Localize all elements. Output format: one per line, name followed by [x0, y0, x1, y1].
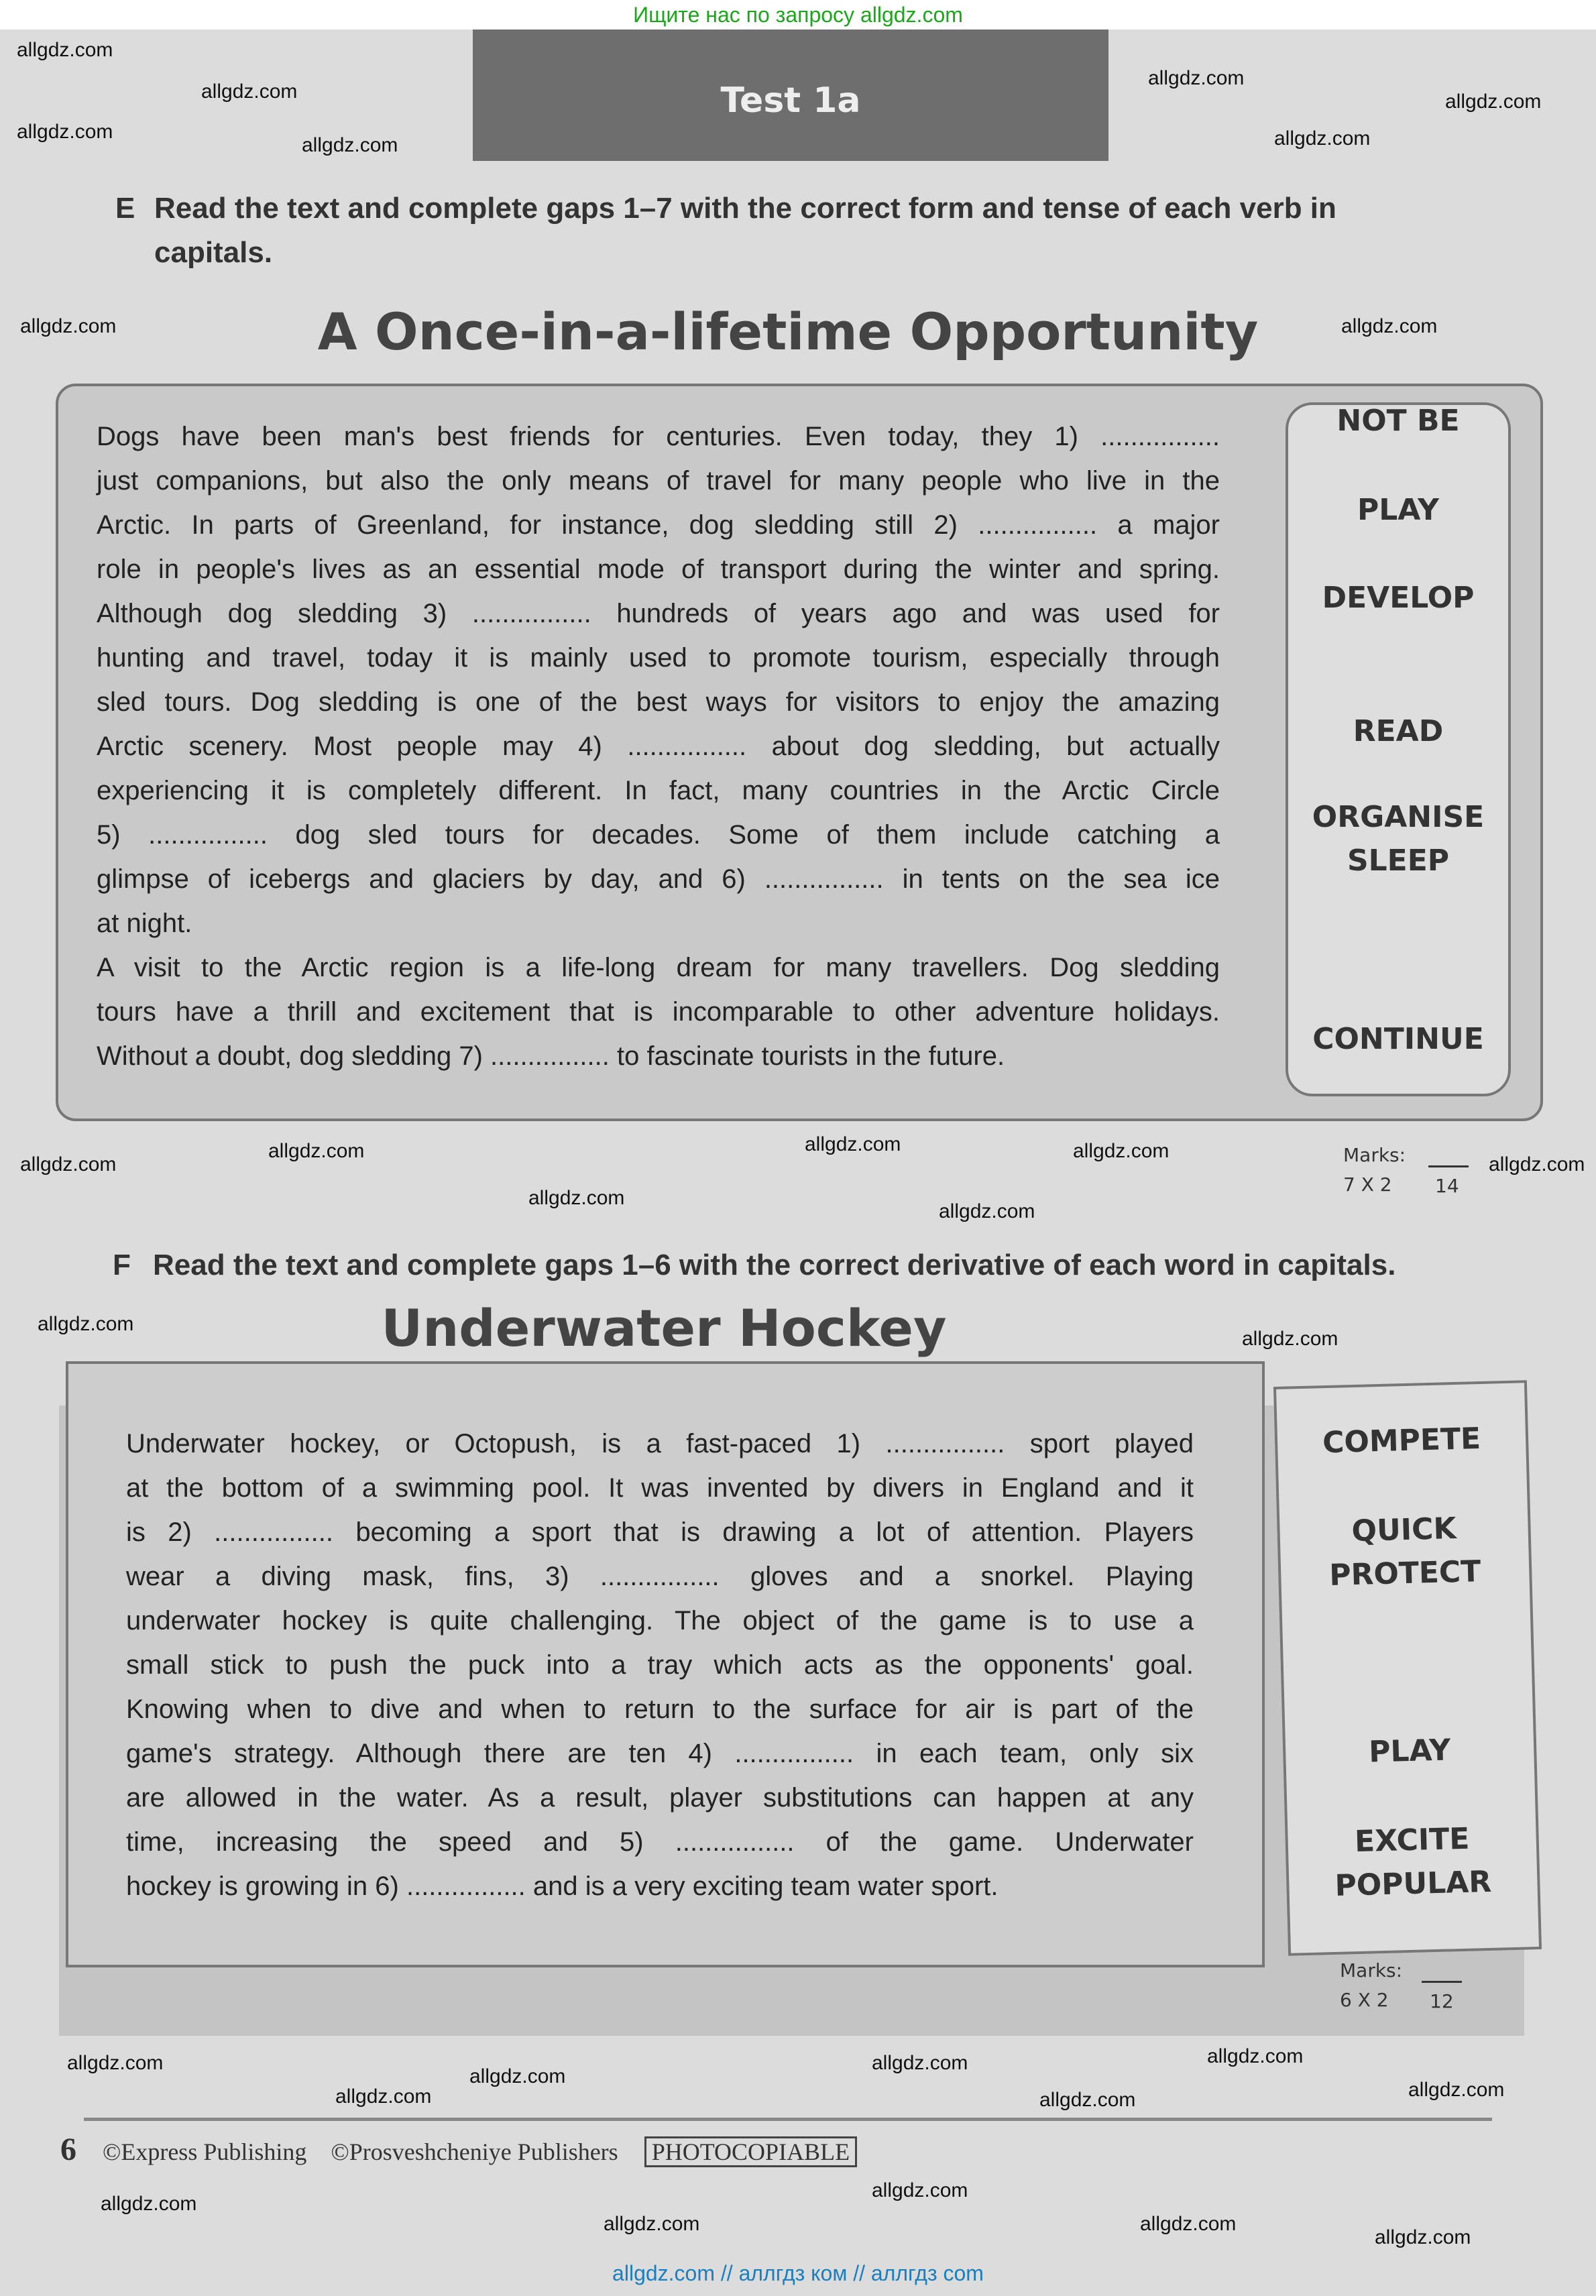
- marks-divider: [1428, 1165, 1469, 1167]
- watermark: allgdz.com: [1408, 2079, 1505, 2101]
- word-in-capitals: POPULAR: [1334, 1864, 1492, 1903]
- text-line: game's strategy. Although there are ten 4) ................ in each team, only six: [126, 1739, 1194, 1768]
- exercise-e-letter: E: [115, 192, 135, 225]
- word-in-capitals: COMPETE: [1322, 1422, 1481, 1460]
- watermark: allgdz.com: [1274, 127, 1371, 150]
- text-line: Arctic. In parts of Greenland, for instance, dog sledding still 2) ................ a major: [97, 510, 1220, 540]
- marks-label: Marks:: [1343, 1144, 1406, 1166]
- watermark: allgdz.com: [335, 2085, 432, 2108]
- word-in-capitals: DEVELOP: [1322, 581, 1475, 615]
- watermark: allgdz.com: [1148, 67, 1245, 89]
- watermark: allgdz.com: [268, 1140, 365, 1162]
- marks-label: Marks:: [1340, 1959, 1403, 1982]
- text-line: at the bottom of a swimming pool. It was invented by divers in England and it: [126, 1473, 1194, 1503]
- watermark: allgdz.com: [17, 121, 113, 143]
- footer: [60, 2131, 857, 2168]
- watermark: allgdz.com: [1445, 91, 1542, 113]
- text-line: time, increasing the speed and 5) ................ of the game. Underwater: [126, 1827, 1194, 1857]
- watermark: allgdz.com: [469, 2065, 566, 2087]
- word-in-capitals: NOT BE: [1336, 404, 1460, 438]
- text-line: A visit to the Arctic region is a life-long dream for many travellers. Dog sledding: [97, 953, 1220, 982]
- test-banner: [473, 30, 1108, 161]
- marks-formula: 6 X 2: [1340, 1989, 1389, 2011]
- watermark: allgdz.com: [201, 80, 298, 103]
- watermark: allgdz.com: [604, 2213, 700, 2235]
- marks-formula: 7 X 2: [1343, 1173, 1392, 1196]
- text-line: role in people's lives as an essential mode of transport during the winter and spring.: [97, 555, 1220, 584]
- text-line: Without a doubt, dog sledding 7) ................ to fascinate tourists in the future.: [97, 1041, 1005, 1071]
- page-number: 6: [60, 2132, 76, 2167]
- exercise-e-marks: [1331, 1140, 1479, 1207]
- watermark: allgdz.com: [1140, 2213, 1237, 2235]
- word-in-capitals: ORGANISE: [1312, 800, 1485, 834]
- text-line: just companions, but also the only means of travel for many people who live in the: [97, 466, 1220, 496]
- word-in-capitals: QUICK: [1351, 1511, 1457, 1549]
- word-in-capitals: PROTECT: [1328, 1554, 1481, 1593]
- footer-divider: [84, 2118, 1492, 2121]
- text-line: Knowing when to dive and when to return to the surface for air is part of the: [126, 1695, 1194, 1724]
- exercise-f-marks: [1328, 1955, 1475, 2022]
- text-line: at night.: [97, 909, 192, 938]
- text-line: hunting and travel, today it is mainly used to promote tourism, especially through: [97, 643, 1220, 673]
- watermark: allgdz.com: [67, 2052, 164, 2074]
- watermark: allgdz.com: [101, 2193, 197, 2215]
- bottom-note: allgdz.com // аллгдз ком // аллгдз com: [612, 2261, 984, 2285]
- watermark: allgdz.com: [939, 1200, 1035, 1222]
- text-line: tours have a thrill and excitement that is incomparable to other adventure holidays.: [97, 997, 1220, 1027]
- photocopiable-label: PHOTOCOPIABLE: [644, 2136, 857, 2167]
- text-line: sled tours. Dog sledding is one of the best ways for visitors to enjoy the amazing: [97, 687, 1220, 717]
- exercise-f-title: Underwater Hockey: [381, 1298, 947, 1358]
- publisher-2: ©Prosveshcheniye Publishers: [331, 2138, 618, 2165]
- watermark: allgdz.com: [302, 134, 398, 156]
- text-line: 5) ................ dog sled tours for decades. Some of them include catching a: [97, 820, 1220, 850]
- watermark: allgdz.com: [38, 1313, 134, 1335]
- watermark: allgdz.com: [528, 1187, 625, 1209]
- watermark: allgdz.com: [872, 2179, 968, 2201]
- text-line: small stick to push the puck into a tray which acts as the opponents' goal.: [126, 1650, 1194, 1680]
- test-title: Test 1a: [720, 80, 861, 121]
- word-in-capitals: PLAY: [1357, 493, 1439, 527]
- text-line: Underwater hockey, or Octopush, is a fast-paced 1) ................ sport played: [126, 1429, 1194, 1458]
- text-line: is 2) ................ becoming a sport that is drawing a lot of attention. Players: [126, 1517, 1194, 1547]
- marks-total: 14: [1435, 1175, 1459, 1197]
- watermark: allgdz.com: [805, 1133, 901, 1155]
- watermark: allgdz.com: [1039, 2089, 1136, 2111]
- exercise-e-title: A Once-in-a-lifetime Opportunity: [317, 302, 1259, 361]
- exercise-f-letter: F: [113, 1249, 131, 1281]
- publisher-1: ©Express Publishing: [103, 2138, 307, 2165]
- watermark: allgdz.com: [20, 1153, 117, 1175]
- watermark: allgdz.com: [20, 315, 117, 337]
- exercise-f-instruction: Read the text and complete gaps 1–6 with the correct derivative of each word in capitals.: [153, 1249, 1396, 1281]
- text-line: Dogs have been man's best friends for centuries. Even today, they 1) ................: [97, 422, 1220, 451]
- top-note: Ищите нас по запросу allgdz.com: [633, 3, 963, 27]
- exercise-f-word-box: [1273, 1380, 1542, 1956]
- text-line: Although dog sledding 3) ................ hundreds of years ago and was used for: [97, 599, 1220, 628]
- watermark: allgdz.com: [1375, 2226, 1471, 2248]
- watermark: allgdz.com: [1341, 315, 1438, 337]
- watermark: allgdz.com: [1489, 1153, 1585, 1175]
- text-line: Arctic scenery. Most people may 4) ................ about dog sledding, but actually: [97, 732, 1220, 761]
- text-line: underwater hockey is quite challenging. The object of the game is to use a: [126, 1606, 1194, 1635]
- text-line: glimpse of icebergs and glaciers by day, and 6) ................ in tents on the sea ice: [97, 864, 1220, 894]
- word-in-capitals: PLAY: [1368, 1733, 1451, 1770]
- watermark: allgdz.com: [17, 39, 113, 61]
- marks-divider: [1422, 1981, 1462, 1983]
- watermark: allgdz.com: [1242, 1328, 1338, 1350]
- watermark: allgdz.com: [872, 2052, 968, 2074]
- text-line: are allowed in the water. As a result, player substitutions can happen at any: [126, 1783, 1194, 1813]
- text-line: wear a diving mask, fins, 3) ................ gloves and a snorkel. Playing: [126, 1562, 1194, 1591]
- word-in-capitals: SLEEP: [1347, 844, 1450, 878]
- watermark: allgdz.com: [1073, 1140, 1170, 1162]
- exercise-e-instruction: Read the text and complete gaps 1–7 with the correct form and tense of each verb in capitals.: [154, 192, 1336, 269]
- word-in-capitals: READ: [1353, 714, 1444, 748]
- watermark: allgdz.com: [1207, 2045, 1304, 2067]
- text-line: experiencing it is completely different. In fact, many countries in the Arctic Circle: [97, 776, 1220, 805]
- word-in-capitals: EXCITE: [1354, 1821, 1470, 1859]
- word-in-capitals: CONTINUE: [1312, 1022, 1484, 1056]
- marks-total: 12: [1430, 1990, 1454, 2012]
- exercise-e-word-box: [1286, 402, 1511, 1096]
- text-line: hockey is growing in 6) ................ and is a very exciting team water sport.: [126, 1872, 999, 1901]
